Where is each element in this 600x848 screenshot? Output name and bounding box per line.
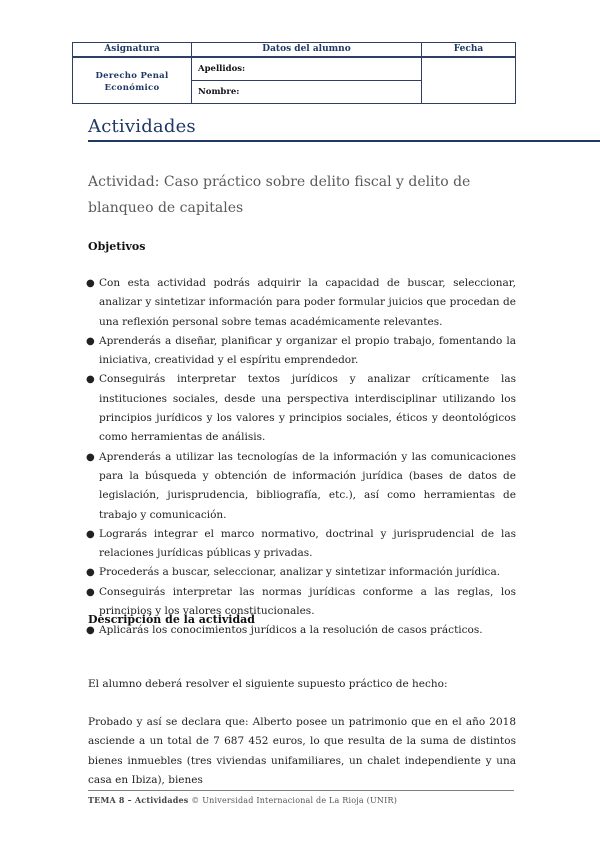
objective-item: ● Conseguirás interpretar textos jurídicos y analizar críticamente las instituciones sociales, desde una perspectiva interdisciplinar utilizando los principios jurídicos y los valores y principios sociales, éticos y deontológicos como herramientas de análisis. [86,370,516,447]
subject-cell [73,57,192,104]
footer-divider [88,790,514,791]
objectives-list [86,274,516,641]
objective-item: ● Aplicarás los conocimientos jurídicos a la resolución de casos prácticos. [86,621,516,640]
subject-line-1: Derecho Penal [95,70,169,81]
description-heading: Descripción de la actividad [88,613,255,626]
bullet-icon: ● [86,451,95,463]
footer-topic: TEMA 8 – Actividades [88,795,189,805]
bullet-icon: ● [86,586,95,598]
objectives-heading: Objetivos [88,240,146,253]
surname-field: Apellidos: [192,57,422,81]
bullet-icon: ● [86,528,95,540]
header-col-student: Datos del alumno [192,43,422,58]
objective-item: ● Lograrás integrar el marco normativo, doctrinal y jurisprudencial de las relaciones jurídicas públicas y privadas. [86,525,516,564]
objective-item: ● Con esta actividad podrás adquirir la capacidad de buscar, seleccionar, analizar y sintetizar información para poder formular juicios que procedan de una reflexión personal sobre temas académicamente relevantes. [86,274,516,332]
page-footer [88,795,397,805]
description-body: Probado y así se declara que: Alberto posee un patrimonio que en el año 2018 asciende a un total de 7 687 452 euros, lo que resulta de la suma de distintos bienes inmuebles (tres viviendas unifamiliares, un chalet independiente y una casa en Ibiza), bienes [88,716,516,786]
bullet-icon: ● [86,625,95,637]
section-title: Actividades [88,116,196,137]
description-intro: El alumno deberá resolver el siguiente supuesto práctico de hecho: [88,678,448,690]
activity-title: Actividad: Caso práctico sobre delito fiscal y delito de blanqueo de capitales [88,174,471,216]
bullet-icon: ● [86,335,95,347]
objective-item: ● Aprenderás a diseñar, planificar y organizar el propio trabajo, fomentando la iniciativa, creatividad y el espíritu emprendedor. [86,332,516,371]
section-divider [88,140,600,142]
date-cell [422,57,516,104]
bullet-icon: ● [86,374,95,386]
header-col-date: Fecha [422,43,516,58]
footer-copyright: © Universidad Internacional de La Rioja (UNIR) [191,796,398,805]
objective-item: ● Conseguirás interpretar las normas jurídicas conforme a las reglas, los principios y los valores constitucionales. [86,583,516,622]
header-table [72,42,516,104]
bullet-icon: ● [86,278,95,289]
objective-item: ● Procederás a buscar, seleccionar, analizar y sintetizar información jurídica. [86,563,516,582]
subject-line-2: Económico [104,82,160,93]
bullet-icon: ● [86,567,95,579]
name-field: Nombre: [192,81,422,104]
objective-item: ● Aprenderás a utilizar las tecnologías de la información y las comunicaciones para la búsqueda y obtención de información jurídica (bases de datos de legislación, jurisprudencia, bibliografía, etc.), así como herramientas de trabajo y comunicación. [86,448,516,525]
header-col-subject: Asignatura [73,43,192,58]
